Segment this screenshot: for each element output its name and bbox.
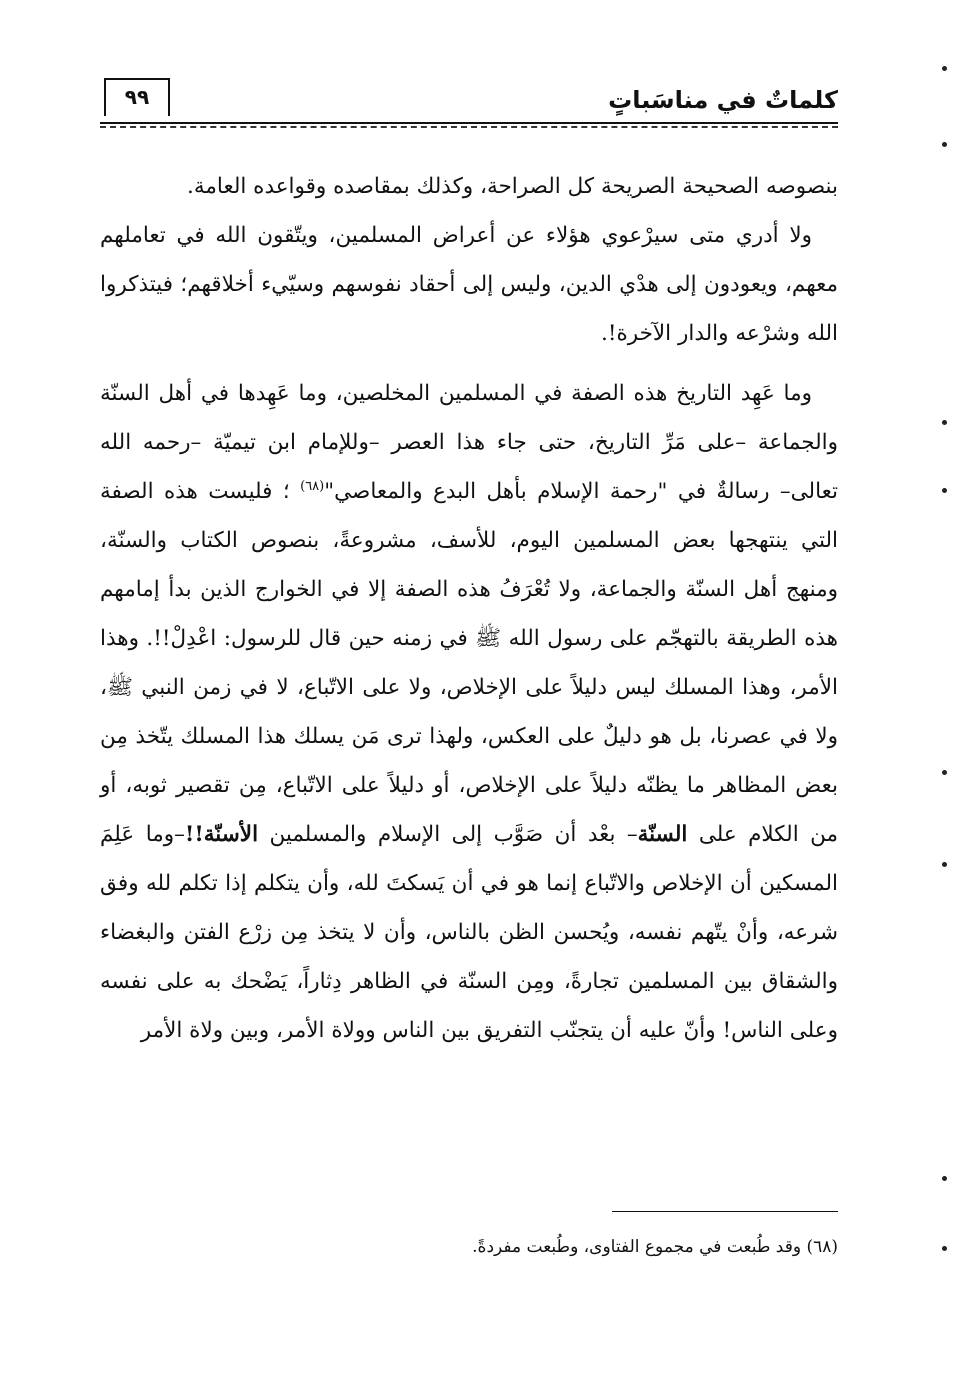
main-text — [100, 162, 838, 1055]
paragraph-3 — [100, 369, 838, 1055]
margin-dot — [942, 862, 947, 867]
running-title: كلماتٌ في مناسَباتٍ — [608, 86, 838, 114]
margin-dot — [942, 66, 947, 71]
header-rule — [100, 122, 838, 128]
paragraph-3-part-4: –وما عَلِمَ المسكين أن الإخلاص والاتّباع إنما هو في أن يَسكتَ لله، وأن يتكلم إذا تكلم لله وفق شرعه، وأنْ يتّهم نفسه، ويُحسن الظن بالناس، وأن لا يتخذ مِن زرْع الفتن والبغضاء والشقاق بين المسلمين تجارةً، ومِن السنّة في الظاهر دِثاراً، يَضْحك به على نفسه وعلى الناس! وأنّ عليه أن يتجنّب التفريق بين الناس وولاة الأمر، وبين ولاة الأمر — [100, 822, 838, 1043]
paragraph-1: بنصوصه الصحيحة الصريحة كل الصراحة، وكذلك بمقاصده وقواعده العامة. — [187, 174, 838, 199]
margin-dot — [942, 142, 947, 147]
margin-dot — [942, 1246, 947, 1251]
paragraph-3-part-2: ؛ فليست هذه الصفة التي ينتهجها بعض المسلمين اليوم، للأسف، مشروعةً، بنصوص الكتاب والسنّة، ومنهج أهل السنّة والجماعة، ولا تُعْرَفُ هذه الصفة إلا في الخوارج الذين بدأ إمامهم هذه الطريقة بالتهجّم على رسول الله ﷺ في زمنه حين قال للرسول: اعْدِلْ!!. وهذا الأمر، وهذا المسلك ليس دليلاً على الإخلاص، ولا على الاتّباع، لا في زمن النبي ﷺ، ولا في عصرنا، بل هو دليلٌ على العكس، ولهذا ترى مَن يسلك هذا المسلك يتّخذ مِن بعض المظاهر ما يظنّه دليلاً على الإخلاص، أو دليلاً على الاتّباع، مِن تقصير ثوبه، أو من الكلام على — [100, 479, 838, 847]
margin-dot — [942, 770, 947, 775]
paragraph-2: ولا أدري متى سيرْعوي هؤلاء عن أعراض المسلمين، ويتّقون الله في تعاملهم معهم، ويعودون إلى هدْي الدين، وليس إلى أحقاد نفوسهم وسيّيء أخلاقهم؛ فيتذكروا الله وشرْعه والدار الآخرة!. — [100, 223, 838, 346]
paragraph-3-part-3: – بعْد أن صَوَّب إلى الإسلام والمسلمين — [258, 822, 638, 847]
page-number: ٩٩ — [104, 78, 170, 116]
footnote-marker[interactable]: (٦٨) — [300, 478, 325, 494]
bold-term-sunnah: السنّة — [637, 822, 688, 847]
paragraph-3-part-1: وما عَهِد التاريخ هذه الصفة في المسلمين المخلصين، وما عَهِدها في أهل السنّة والجماعة –على مَرِّ التاريخ، حتى جاء هذا العصر –وللإمام ابن تيميّة –رحمه الله تعالى– رسالةٌ في "رحمة الإسلام بأهل البدع والمعاصي" — [100, 381, 838, 504]
margin-dot — [942, 1176, 947, 1181]
footnote: (٦٨) وقد طُبعت في مجموع الفتاوى، وطُبعت مفردةً. — [472, 1237, 838, 1257]
footnote-separator — [612, 1211, 838, 1212]
margin-dot — [942, 420, 947, 425]
margin-dot — [942, 488, 947, 493]
page-header — [100, 78, 838, 124]
bold-term-asinnah: الأسنّة!! — [184, 822, 259, 847]
